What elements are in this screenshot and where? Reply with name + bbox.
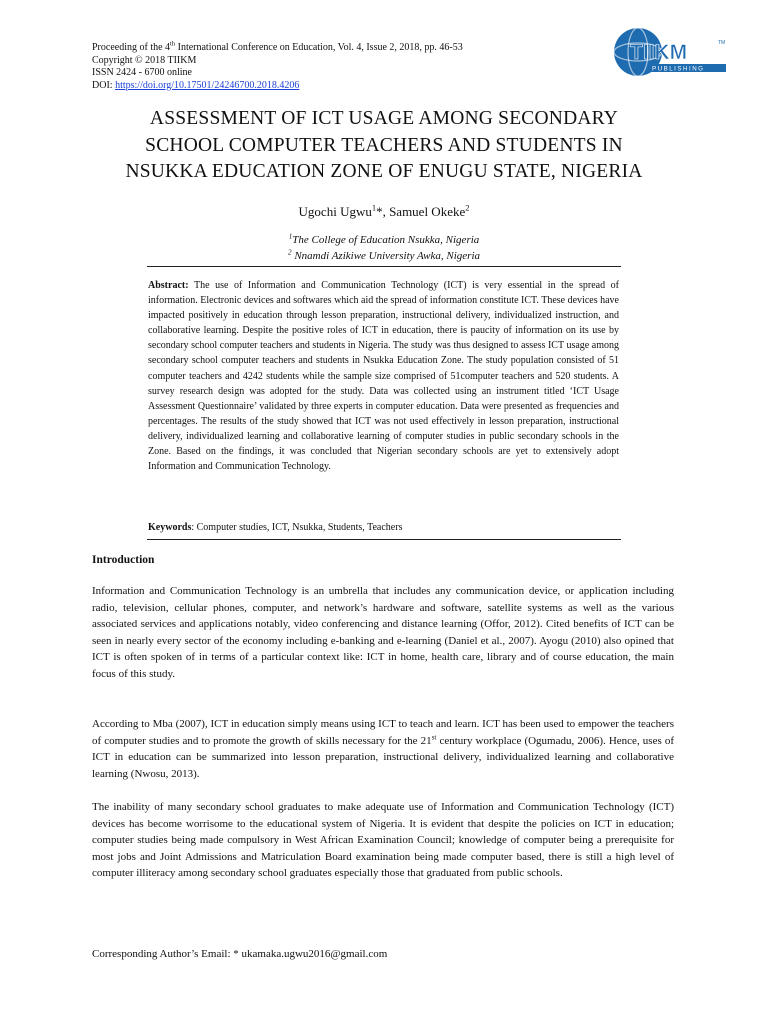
- paragraph-2-ordinal: st: [431, 732, 437, 741]
- abstract-bottom-rule: [147, 539, 621, 540]
- keywords: [148, 521, 619, 535]
- doi-line: [92, 80, 562, 93]
- author-list: [60, 204, 708, 220]
- introduction-paragraph-1: Information and Communication Technology is an umbrella that includes any communication device, or application including radio, television, cellular phones, computer, and network’s hardware and software, satellite systems as well as the various associated services and applications notably, video conferencing and distance learning (Offor, 2012). Cited benefits of ICT can be seen in nearly every sector of the economy including e-banking and e-learning (Daniel et al., 2007). Ayogu (2010) also opined that ICT is often spoken of in terms of a particular context like: ICT in home, health care, library and of course education, the main focus of this study.: [92, 585, 674, 680]
- footer-email: ukamaka.ugwu2016@gmail.com: [241, 948, 388, 960]
- title-line-1: ASSESSMENT OF ICT USAGE AMONG SECONDARY: [149, 108, 619, 129]
- abstract-label: Abstract:: [148, 280, 189, 291]
- copyright-line: Copyright © 2018 TIIKM: [92, 54, 197, 66]
- author-1-affil-mark: 1: [371, 202, 377, 213]
- doi-label: DOI:: [92, 79, 116, 91]
- affiliation-2-text: Nnamdi Azikiwe University Awka, Nigeria: [291, 249, 480, 262]
- affiliation-1: [60, 233, 708, 249]
- introduction-paragraph-2: [92, 716, 674, 782]
- logo-tm-text: TM: [718, 40, 726, 46]
- corresponding-author-footer: [92, 948, 387, 960]
- proceeding-line: [92, 42, 562, 55]
- paragraph-2-text: According to Mba (2007), ICT in education simply means using ICT to teach and learn. ICT has been used to empower the teachers of computer studies and to promote the growth of skills necessary for the 21: [92, 718, 674, 747]
- proceeding-text-rest: International Conference on Education, Vol. 4, Issue 2, 2018, pp. 46-53: [175, 42, 463, 53]
- footer-label: Corresponding Author’s Email: *: [92, 948, 242, 960]
- title-line-2: SCHOOL COMPUTER TEACHERS AND STUDENTS IN: [145, 134, 623, 156]
- author-2: Samuel Okeke: [389, 204, 466, 219]
- abstract-text: The use of Information and Communication Technology (ICT) is very essential in the spread of information. Electronic devices and softwares which aid the spread of information constitute ICT. These devices have impacted positively in education through lesson preparation, instructional delivery, individualized instruction, and collaborative learning. Despite the positive roles of ICT in education, there is paucity of information on its use by secondary school computer teachers and students in Nigeria. The study was thus designed to assess ICT usage among secondary school computer teachers and students in Nsukka Education Zone. The study population consisted of 51 computer teachers and 4242 students while the sample size comprised of 51computer teachers and 520 students. A survey research design was adopted for the study. Data was collected using an instrument titled ‘ICT Usage Assessment Questionnaire’ validated by three experts in computer education. Data were presented as frequencies and percentages. The results of the study showed that ICT was not used effectively in lesson preparation, instructional delivery, individualized learning and collaborative learning of computer studies in public secondary schools in the Zone. Based on the findings, it was concluded that Nigerian secondary schools are yet to extensively adopt Information and Communication Technology.: [148, 280, 619, 473]
- publication-header: [92, 42, 562, 92]
- paragraph-2-text-rest: century workplace (Ogumadu, 2006). Hence, uses of ICT in education can be summarized into lesson preparation, instructional delivery, individualized learning and collaborative learning (Nwosu, 2013).: [92, 734, 674, 780]
- proceeding-ordinal: th: [170, 40, 176, 48]
- issn-line: ISSN 2424 - 6700 online: [92, 67, 192, 79]
- affiliation-1-mark: 1: [288, 232, 293, 241]
- keywords-label: Keywords: [148, 522, 192, 533]
- introduction-paragraph-3: The inability of many secondary school graduates to make adequate use of Information and Communication Technology (ICT) devices has become worrisome to the educational system of Nigeria. It is evident that despite the policies on ICT in education; computer studies being made compulsory in West African Examination Council; knowledge of computer being a prerequisite for most jobs and Joint Admissions and Matriculation Board examination being made computer based, there is still a high level of computer illiteracy among secondary school graduates especially those that graduated from public schools.: [92, 801, 674, 880]
- author-1: Ugochi Ugwu: [298, 204, 372, 219]
- proceeding-text: Proceeding of the 4: [92, 42, 171, 53]
- abstract: [148, 278, 619, 474]
- title-line-3: NSUKKA EDUCATION ZONE OF ENUGU STATE, NIGERIA: [125, 161, 643, 182]
- tiikm-logo: [612, 26, 730, 78]
- logo-brand-text: TIIKM: [630, 41, 688, 64]
- abstract-top-rule: [147, 266, 621, 267]
- affiliation-1-text: The College of Education Nsukka, Nigeria: [292, 234, 480, 246]
- doi-link[interactable]: https://doi.org/10.17501/24246700.2018.4206: [115, 79, 300, 91]
- author-2-affil-mark: 2: [465, 202, 470, 213]
- introduction-heading: Introduction: [92, 554, 155, 566]
- affiliations: [60, 233, 708, 264]
- author-1-corresponding-mark: *,: [376, 204, 390, 219]
- affiliation-2-mark: 2: [288, 247, 292, 256]
- paper-title: [60, 106, 708, 186]
- logo-sub-text: PUBLISHING: [652, 65, 705, 73]
- affiliation-2: [60, 249, 708, 265]
- keywords-text: : Computer studies, ICT, Nsukka, Students, Teachers: [191, 522, 403, 533]
